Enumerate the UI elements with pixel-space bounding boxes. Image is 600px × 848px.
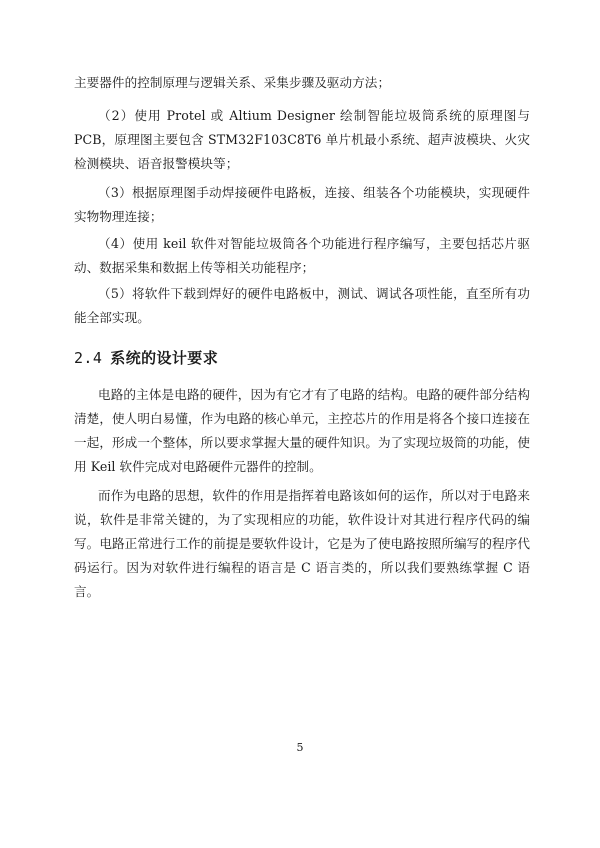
list-item-5: （5）将软件下载到焊好的硬件电路板中，测试、调试各项性能，直至所有功能全部实现。: [74, 286, 530, 325]
section-paragraph-2: 而作为电路的思想，软件的作用是指挥着电路该如何的运作，所以对于电路来说，软件是非常关键的，为了实现相应的功能，软件设计对其进行程序代码的编写。电路正常进行工作的前提是要软件设计，它是为了使电路按照所编写的程序代码运行。因为对软件进行编程的语言是 C 语言类的，所以我们要熟练掌握 C 语言。: [74, 488, 530, 599]
section-heading: [74, 347, 218, 368]
list-item-3: （3）根据原理图手动焊接硬件电路板，连接、组装各个功能模块，实现硬件实物物理连接；: [74, 185, 530, 224]
page-number: 5: [296, 741, 304, 754]
section-paragraph-1: 电路的主体是电路的硬件，因为有它才有了电路的结构。电路的硬件部分结构清楚，使人明白易懂，作为电路的核心单元，主控芯片的作用是将各个接口连接在一起，形成一个整体，所以要求掌握大量的硬件知识。为了实现垃圾筒的功能，使用 Keil 软件完成对电路硬件元器件的控制。: [74, 387, 530, 474]
section-title: 系统的设计要求: [110, 349, 219, 367]
list-item-2: （2）使用 Protel 或 Altium Designer 绘制智能垃圾筒系统的原理图与 PCB，原理图主要包含 STM32F103C8T6 单片机最小系统、超声波模块、火灾检测模块、语音报警模块等；: [74, 108, 530, 171]
list-item-4: （4）使用 keil 软件对智能垃圾筒各个功能进行程序编写，主要包括芯片驱动、数据采集和数据上传等相关功能程序；: [74, 236, 530, 275]
section-number: 2.4: [74, 349, 103, 367]
list-continuation-text: 主要器件的控制原理与逻辑关系、采集步骤及驱动方法；: [74, 75, 391, 90]
